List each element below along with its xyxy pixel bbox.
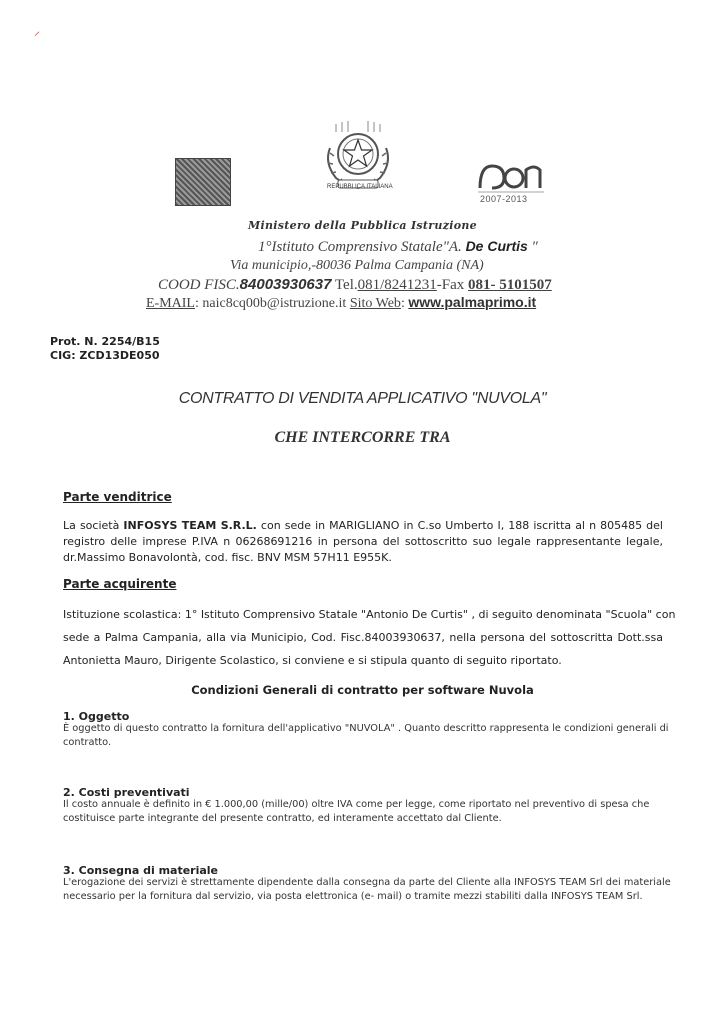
contract-title: CONTRATTO DI VENDITA APPLICATIVO "NUVOLA" (178, 390, 547, 407)
buyer-paragraph: Istituzione scolastica: 1° Istituto Comprensivo Statale "Antonio De Curtis" , di seguito denominata "Scuola" con sede a Palma Campania, alla via Municipio, Cod. Fisc.84003930637, nella persona del sottoscritta Dott.ssa Antonietta Mauro, Dirigente Scolastico, si conviene e si stipula quanto di seguito riportato. (63, 608, 676, 667)
telephone-number: 081/8241231 (357, 277, 437, 293)
school-name-line: 1°Istituto Comprensivo Statale"A. De Curtis " (258, 238, 538, 255)
article-text: È oggetto di questo contratto la fornitura dell'applicativo "NUVOLA" . Quanto descritto rappresenta le condizioni generali di contratto. (63, 723, 669, 748)
corner-pen-mark: ⸝ (34, 24, 41, 38)
school-name: De Curtis (465, 238, 528, 254)
pon-years: 2007-2013 (480, 194, 528, 204)
fiscal-contact-line: COOD FISC.84003930637 Tel.081/8241231-Fax 081- 5101507 (158, 276, 552, 293)
pon-logo (478, 160, 544, 208)
website-link[interactable]: www.palmaprimo.it (408, 294, 537, 310)
article-heading: 2. Costi preventivati (63, 786, 190, 799)
seller-company-name: INFOSYS TEAM S.R.L. (123, 519, 257, 532)
seller-paragraph: La società INFOSYS TEAM S.R.L. con sede in MARIGLIANO in C.so Umberto I, 188 iscritta al n 805485 del registro delle imprese P.IVA n 06268691216 in persona del sottoscritto suo legale rappresentante legale, dr.Massimo Bonavolontà, cod. fisc. BNV MSM 57H11 E955K. (63, 519, 663, 564)
ministry-heading: Ministero della Pubblica Istruzione (248, 219, 477, 232)
email-site-line: E-MAIL: naic8cq00b@istruzione.it Sito Web: www.palmaprimo.it (146, 294, 537, 311)
buyer-heading: Parte acquirente (63, 577, 177, 591)
article-text: Il costo annuale è definito in € 1.000,00 (mille/00) oltre IVA come per legge, come riportato nel preventivo di spesa che costituisce parte integrante del presente contratto, ed interamente accettato dal Cliente. (63, 799, 650, 824)
cig-code: CIG: ZCD13DE050 (50, 349, 160, 362)
fax-number: 081- 5101507 (468, 277, 552, 293)
article-heading: 1. Oggetto (63, 710, 130, 723)
article-text: L'erogazione dei servizi è strettamente dipendente dalla consegna da parte del Cliente alla INFOSYS TEAM Srl dei materiale necessario per la fornitura dal servizio, via posta elettronica (e- mail) o tramite mezzi stabiliti dalla INFOSYS TEAM Srl. (63, 877, 671, 902)
pon-mark-icon (478, 160, 544, 194)
email-address: : naic8cq00b@istruzione.it (195, 296, 350, 311)
protocol-number: Prot. N. 2254/B15 (50, 335, 160, 348)
article-heading: 3. Consegna di materiale (63, 864, 219, 877)
seller-heading: Parte venditrice (63, 490, 172, 504)
school-address: Via municipio,-80036 Palma Campania (NA) (230, 258, 484, 273)
eu-flag-logo (175, 158, 231, 206)
fiscal-code: 84003930637 (239, 276, 332, 293)
contract-subtitle: CHE INTERCORRE TRA (274, 429, 451, 446)
conditions-title: Condizioni Generali di contratto per software Nuvola (191, 683, 534, 697)
emblem-ribbon-text: REPUBBLICA ITALIANA (327, 184, 393, 190)
